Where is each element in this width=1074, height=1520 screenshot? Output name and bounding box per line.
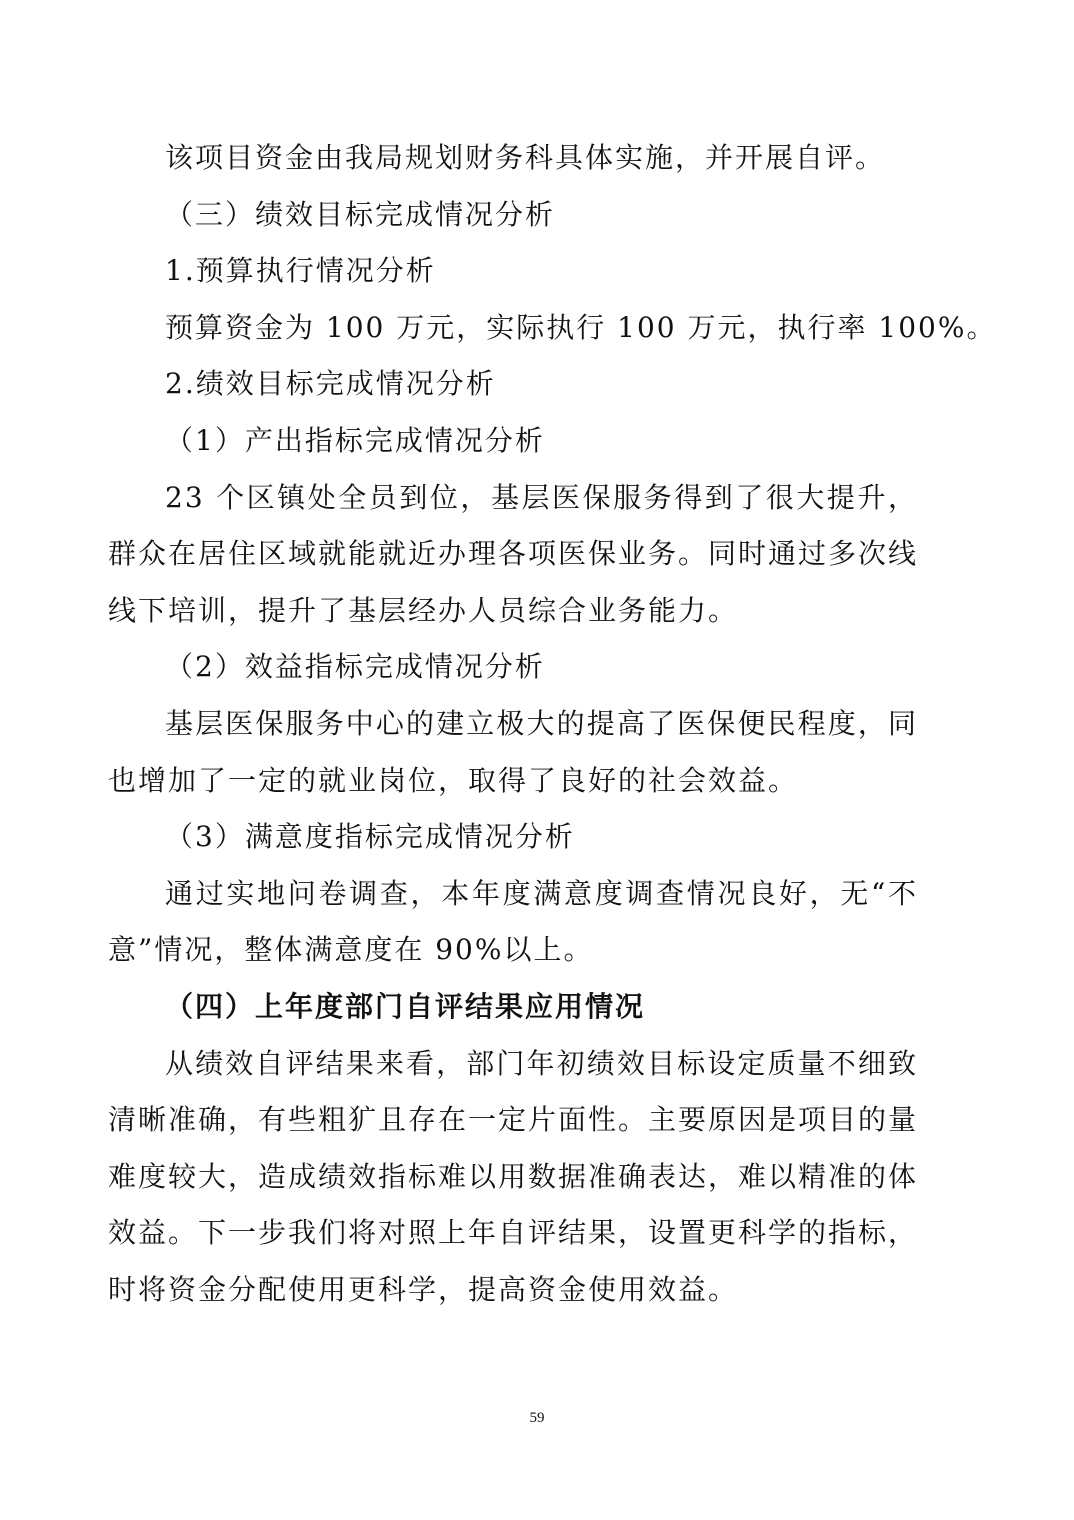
body-paragraph-line: 时将资金分配使用更科学，提高资金使用效益。 [108, 1272, 739, 1306]
section-heading-3: （三）绩效目标完成情况分析 [165, 197, 556, 231]
body-paragraph-line: 通过实地问卷调查，本年度满意度调查情况良好，无“不 [165, 876, 918, 910]
item-heading-benefit: （2）效益指标完成情况分析 [165, 650, 545, 684]
subsection-heading-budget: 1.预算执行情况分析 [165, 254, 436, 288]
body-paragraph-line: 群众在居住区域就能就近办理各项医保业务。同时通过多次线 [108, 537, 918, 571]
body-paragraph-line: 23 个区镇处全员到位，基层医保服务得到了很大提升， [165, 480, 918, 514]
body-paragraph-line: 意”情况，整体满意度在 90%以上。 [108, 933, 594, 967]
subsection-heading-performance: 2.绩效目标完成情况分析 [165, 367, 496, 401]
body-paragraph-line: 线下培训，提升了基层经办人员综合业务能力。 [108, 593, 739, 627]
section-heading-4: （四）上年度部门自评结果应用情况 [165, 989, 646, 1023]
page-body [108, 130, 997, 1318]
item-heading-output: （1）产出指标完成情况分析 [165, 423, 545, 457]
body-paragraph-line: 也增加了一定的就业岗位，取得了良好的社会效益。 [108, 763, 799, 797]
body-paragraph-line: 难度较大，造成绩效指标难以用数据准确表达，难以精准的体 [108, 1159, 918, 1193]
page-number: 59 [529, 1410, 545, 1426]
body-paragraph-line: 效益。下一步我们将对照上年自评结果，设置更科学的指标， [108, 1216, 918, 1250]
body-paragraph: 该项目资金由我局规划财务科具体实施，并开展自评。 [165, 141, 886, 174]
body-paragraph: 预算资金为 100 万元，实际执行 100 万元，执行率 100%。 [165, 310, 997, 344]
body-paragraph-line: 从绩效自评结果来看，部门年初绩效目标设定质量不细致 [165, 1046, 918, 1080]
body-paragraph-line: 基层医保服务中心的建立极大的提高了医保便民程度，同 [165, 706, 918, 740]
body-paragraph-line: 清晰准确，有些粗犷且存在一定片面性。主要原因是项目的量 [108, 1103, 918, 1137]
item-heading-satisfaction: （3）满意度指标完成情况分析 [165, 820, 575, 854]
